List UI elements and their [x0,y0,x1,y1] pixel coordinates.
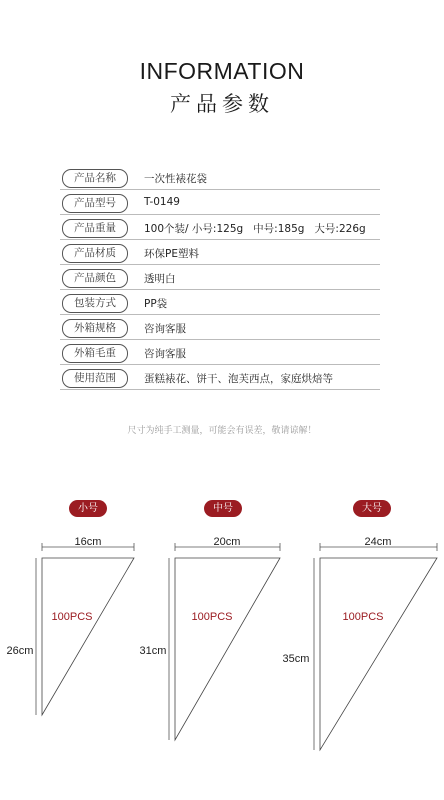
spec-label: 产品名称 [62,169,128,188]
title-chinese: 产品参数 [170,92,274,116]
spec-value: T-0149 [144,196,180,208]
count-label: 100PCS [342,611,384,623]
spec-label: 外箱规格 [62,319,128,338]
spec-value: 透明白 [144,273,176,285]
count-label: 100PCS [51,611,93,623]
size-badge-large: 大号 [353,500,391,517]
size-badge-small: 小号 [69,500,107,517]
count-label: 100PCS [191,611,233,623]
spec-label: 包装方式 [62,294,128,313]
spec-value: 咨询客服 [144,323,186,335]
spec-value: 蛋糕裱花、饼干、泡芙西点，家庭烘焙等 [144,373,333,385]
spec-label: 产品型号 [62,194,128,213]
spec-label: 外箱毛重 [62,344,128,363]
bag-outline [175,558,280,740]
height-label: 31cm [139,645,167,657]
bag-small [7,536,134,715]
spec-label: 产品颜色 [62,269,128,288]
width-label: 16cm [74,536,102,548]
spec-value: 100个装/ 小号:125g 中号:185g 大号:226g [144,223,366,235]
width-label: 24cm [364,536,392,548]
bag-large [283,536,437,750]
height-label: 26cm [6,645,34,657]
measurement-note: 尺寸为纯手工测量，可能会有误差，敬请谅解！ [127,426,317,436]
height-label: 35cm [282,653,310,665]
width-label: 20cm [213,536,241,548]
bag-outline [320,558,437,750]
spec-label: 使用范围 [62,369,128,388]
spec-value: PP袋 [144,298,168,310]
spec-value: 环保PE塑料 [144,248,199,260]
spec-label: 产品材质 [62,244,128,263]
spec-label: 产品重量 [62,219,128,238]
bag-medium [140,536,280,740]
title-english: INFORMATION [139,58,305,84]
bag-outline [42,558,134,715]
size-badge-medium: 中号 [204,500,242,517]
spec-value: 一次性裱花袋 [144,173,207,185]
spec-value: 咨询客服 [144,348,186,360]
